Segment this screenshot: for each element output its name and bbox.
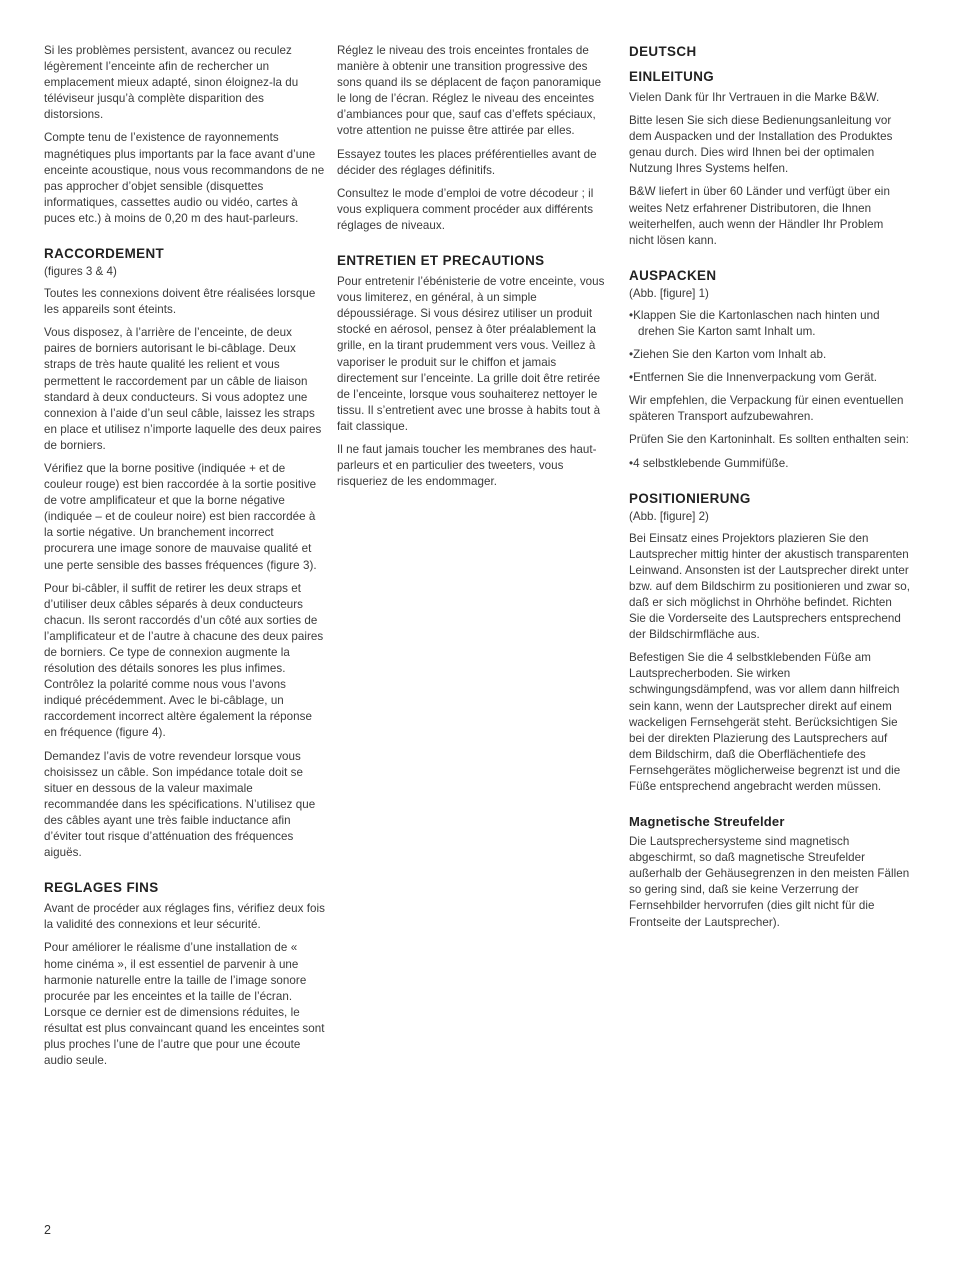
heading-magnetische-streufelder: Magnetische Streufelder	[629, 814, 785, 830]
paragraph: Essayez toutes les places préférentielles avant de décider des réglages définitifs.	[337, 147, 597, 177]
paragraph: Vérifiez que la borne positive (indiquée + et de couleur rouge) est bien raccordée à la sortie positive de votre amplificateur et que la borne négative (indiquée – et de couleur noire) est bien raccordée à la sortie négative. Un branchement incorrect procurera une image sonore de mauvaise qualité et une perte sensible des basses fréquences (figure 3).	[44, 461, 317, 572]
figure-reference: (Abb. [figure] 2)	[629, 509, 709, 523]
paragraph: Bei Einsatz eines Projektors plazieren Sie den Lautsprecher mittig hinter der akustisch transparenten Leinwand. Ansonsten ist der Lautsprecher direkt unter bzw. auf dem Bildschirm zu positionieren und zwar so, daß er sich möglichst in Ohrhöhe befindet. Richten Sie die Vorderseite des Lautsprechers entsprechend der Bildschirmfläche aus.	[629, 531, 911, 642]
heading-reglages-fins: REGLAGES FINS	[44, 880, 159, 896]
column-right	[629, 43, 911, 938]
heading-einleitung: EINLEITUNG	[629, 69, 715, 84]
heading-positionierung: POSITIONIERUNG	[629, 490, 751, 506]
page-number: 2	[44, 1223, 51, 1237]
heading-auspacken: AUSPACKEN	[629, 267, 717, 283]
bullet-item: •Ziehen Sie den Karton vom Inhalt ab.	[629, 348, 827, 362]
figure-reference: (Abb. [figure] 1)	[629, 286, 709, 300]
heading-entretien: ENTRETIEN ET PRECAUTIONS	[337, 253, 545, 269]
bullet-item: •Entfernen Sie die Innenverpackung vom Gerät.	[629, 371, 877, 385]
paragraph: Réglez le niveau des trois enceintes frontales de manière à obtenir une transition progressive des sons quand ils se déplacent de façon panoramique le long de l’écran. Réglez le niveau des enceintes d’ambiances pour que, sauf cas d’effets spéciaux, votre attention ne puisse être attirée par elles.	[337, 44, 602, 138]
paragraph: Avant de procéder aux réglages fins, vérifiez deux fois la validité des connexions et leur sécurité.	[44, 902, 325, 932]
paragraph: Pour bi-câbler, il suffit de retirer les deux straps et d’utiliser deux câbles séparés à deux conducteurs chacun. Ils seront raccordés d’un côté aux sorties de l’amplificateur et de l’autre à chacune des deux paires de borniers. Ce type de connexion augmente la résolution des détails sonores les plus infimes. Contrôlez la polarité comme nous vous l’avons indiqué précédemment. Avec le bi-câblage, un raccordement incorrect altère également la réponse en fréquence (figure 4).	[44, 581, 324, 740]
paragraph: Vielen Dank für Ihr Vertrauen in die Marke B&W.	[629, 91, 880, 104]
heading-raccordement: RACCORDEMENT	[44, 246, 165, 262]
column-middle	[337, 43, 613, 497]
heading-language: DEUTSCH	[629, 44, 697, 59]
paragraph: Pour entretenir l’ébénisterie de votre enceinte, vous vous limiterez, en général, à un simple dépoussiérage. Si vous désirez utiliser un produit stocké en aérosol, pensez à ôter préalablement la grille, en la tirant prudemment vers vous. Veillez à vaporiser le produit sur le chiffon et jamais directement sur l’enceinte. La grille doit être retirée de l’enceinte, lorsque vous souhaiterez nettoyer le tissu. Il s’entretient avec une brosse à habits tout à fait classique.	[337, 275, 605, 433]
paragraph: Il ne faut jamais toucher les membranes des haut-parleurs et en particulier des tweeters, vous risqueriez de les endommager.	[337, 442, 597, 489]
paragraph: Vous disposez, à l’arrière de l’enceinte, de deux paires de borniers autorisant le bi-câblage. Deux straps de très haute qualité les relient et vous permettent le raccordement par un câble de liaison standard à deux conducteurs. Si vous adoptez une connexion à l’aide d’un seul câble, laissez les straps en place et utilisez n’importe laquelle des deux paires de borniers.	[44, 326, 322, 452]
figure-reference: (figures 3 & 4)	[44, 265, 117, 279]
paragraph: Die Lautsprechersysteme sind magnetisch abgeschirmt, so daß magnetische Streufelder außerhalb der Gehäusegrenzen in den meisten Fällen so gering sind, daß sie keine Verzerrung der Fernsehbilder hervorrufen (dies gilt nicht für die Frontseite der Lautsprecher).	[629, 835, 910, 929]
bullet-item: •4 selbstklebende Gummifüße.	[629, 456, 789, 470]
paragraph: Prüfen Sie den Kartoninhalt. Es sollten enthalten sein:	[629, 433, 909, 447]
paragraph: Bitte lesen Sie sich diese Bedienungsanleitung vor dem Auspacken und der Installation des Produktes genau durch. Dies wird Ihnen bei der optimalen Nutzung Ihres Systems helfen.	[629, 114, 893, 176]
paragraph: Toutes les connexions doivent être réalisées lorsque les appareils sont éteints.	[44, 287, 316, 317]
paragraph: Befestigen Sie die 4 selbstklebenden Füße am Lautsprecherboden. Sie wirken schwingungsdämpfend, was vor allem dann hilfreich sein kann, wenn der Lautsprecher direkt auf einem wackeligen Fernsehgerät steht. Berücksichtigen Sie bei der direkten Plazierung des Lautsprechers auf dem Bildschirm, daß die Oberflächentiefe des Fernsehgerätes möglicherweise begrenzt ist und die Füße entsprechend angebracht werden müssen.	[629, 651, 901, 793]
paragraph-distortion: Si les problèmes persistent, avancez ou reculez légèrement l’enceinte afin de rechercher un emplacement mieux adapté, sinon éloignez-la du téléviseur jusqu’à complète disparition des distorsions.	[44, 44, 299, 122]
paragraph-magnetic: Compte tenu de l’existence de rayonnements magnétiques plus importants par la face avant d’une enceinte acoustique, nous vous recommandons de ne pas approcher d’objet sensible (disquettes informatiques, cassettes audio ou vidéo, cartes à puces etc.) à moins de 0,20 m des haut-parleurs.	[44, 131, 325, 225]
paragraph: Demandez l’avis de votre revendeur lorsque vous choisissez un câble. Son impédance totale doit se situer en dessous de la valeur maximale recommandée dans les spécifications. N’utilisez que des câbles ayant une très faible inductance afin d’éviter tout risque d’atténuation des fréquences aiguës.	[44, 749, 316, 860]
bullet-item: •Klappen Sie die Kartonlaschen nach hinten und drehen Sie Karton samt Inhalt um.	[629, 308, 880, 338]
paragraph: Consultez le mode d’emploi de votre décodeur ; il vous expliquera comment procéder aux différents réglages de niveaux.	[337, 186, 594, 232]
paragraph: Pour améliorer le réalisme d’une installation de « home cinéma », il est essentiel de parvenir à une harmonie naturelle entre la taille de l’image sonore procurée par les enceintes et la taille de l’écran. Lorsque ce dernier est de dimensions réduites, le résultat est plus convaincant quand les enceintes sont plus proches l’une de l’autre que pour une écoute audio seule.	[44, 941, 325, 1068]
column-left	[44, 43, 326, 1076]
paragraph: B&W liefert in über 60 Länder und verfügt über ein weites Netz erfahrener Distributoren, die Ihnen weiterhelfen, auch wenn der Händler Ihr Problem nicht lösen kann.	[629, 185, 890, 247]
paragraph: Wir empfehlen, die Verpackung für einen eventuellen späteren Transport aufzubewahren.	[629, 394, 904, 424]
